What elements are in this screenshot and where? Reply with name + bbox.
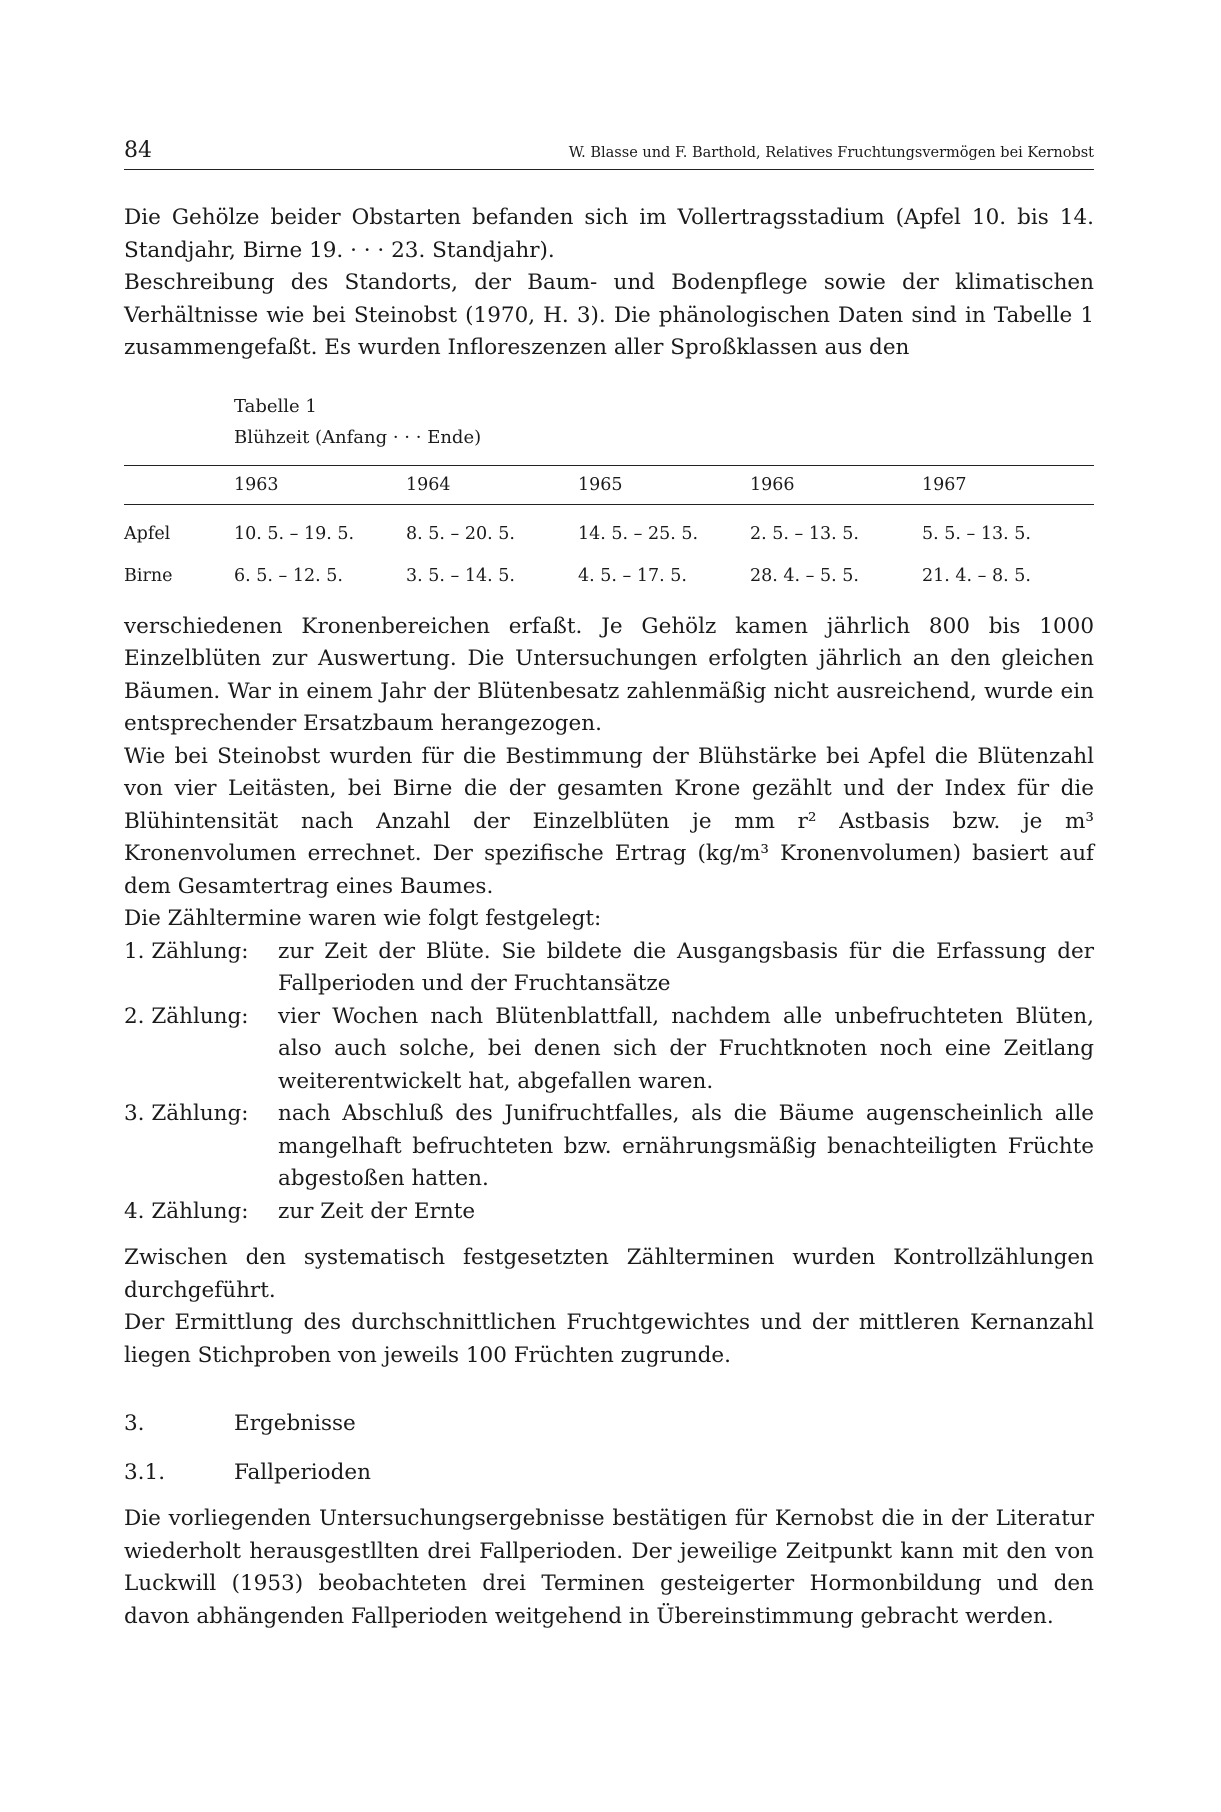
list-item-label: 4. Zählung:: [124, 1198, 249, 1224]
paragraph: Die vorliegenden Untersuchungsergebnisse bestätigen für Kernobst die in der Literatur wiederholt herausgestllten drei Fallperioden. Der jeweilige Zeitpunkt kann mit den von Luckwill (1953) beobachteten drei Terminen gesteigerter Hormonbildung und den davon abhängenden Fallperioden weitgehend in Übereinstimmung gebracht werden.: [124, 1506, 1094, 1629]
row-label: Birne: [124, 565, 173, 586]
running-title: W. Blasse und F. Barthold, Relatives Fruchtungsvermögen bei Kernobst: [568, 145, 1094, 161]
list-item-text: nach Abschluß des Junifruchtfalles, als die Bäume augenscheinlich alle mangelhaft befruchteten bzw. ernährungsmäßig benachteiligten Früchte abgestoßen hatten.: [278, 1101, 1094, 1191]
count-list: [124, 936, 1094, 1229]
column-header: 1964: [406, 474, 451, 495]
list-item-label: 1. Zählung:: [124, 938, 249, 964]
paragraph: Der Ermittlung des durchschnittlichen Fruchtgewichtes und der mittleren Kernanzahl liegen Stichproben von jeweils 100 Früchten zugrunde.: [124, 1310, 1094, 1368]
paragraph: Beschreibung des Standorts, der Baum- und Bodenpflege sowie der klimatischen Verhältnisse wie bei Steinobst (1970, H. 3). Die phänologischen Daten sind in Tabelle 1 zusammengefaßt. Es wurden Infloreszenzen aller Sproßklassen aus den: [124, 270, 1094, 360]
table-caption: [234, 391, 1094, 453]
section-number: 3.: [124, 1411, 145, 1436]
section-heading: [124, 1408, 1094, 1441]
list-item-text: zur Zeit der Blüte. Sie bildete die Ausgangsbasis für die Erfassung der Fallperioden und der Fruchtansätze: [278, 938, 1094, 996]
table-title: Blühzeit (Anfang · · · Ende): [234, 426, 482, 448]
column-header: 1967: [922, 474, 967, 495]
table-cell: 2. 5. – 13. 5.: [750, 523, 859, 544]
table-row: [124, 555, 1094, 597]
paragraph: Wie bei Steinobst wurden für die Bestimmung der Blühstärke bei Apfel die Blütenzahl von vier Leitästen, bei Birne die der gesamten Krone gezählt und der Index für die Blühintensität nach Anzahl der Einzelblüten je mm r² Astbasis bzw. je m³ Kronenvolumen errechnet. Der spezifische Ertrag (kg/m³ Kronenvolumen) basiert auf dem Gesamtertrag eines Baumes.: [124, 743, 1094, 899]
table-cell: 3. 5. – 14. 5.: [406, 565, 515, 586]
table-cell: 14. 5. – 25. 5.: [578, 523, 699, 544]
column-header: 1966: [750, 474, 795, 495]
table-cell: 10. 5. – 19. 5.: [234, 523, 355, 544]
page-header: [124, 138, 1094, 170]
row-label: Apfel: [124, 523, 171, 544]
column-header: 1963: [234, 474, 279, 495]
section-title: Ergebnisse: [234, 1411, 356, 1436]
table-cell: 4. 5. – 17. 5.: [578, 565, 687, 586]
list-item-label: 2. Zählung:: [124, 1003, 249, 1029]
page-number: 84: [124, 138, 152, 163]
table-cell: 5. 5. – 13. 5.: [922, 523, 1031, 544]
table-cell: 21. 4. – 8. 5.: [922, 565, 1031, 586]
table-cell: 8. 5. – 20. 5.: [406, 523, 515, 544]
table-row: [124, 504, 1094, 555]
table-label: Tabelle 1: [234, 395, 317, 417]
list-item-text: zur Zeit der Ernte: [278, 1198, 476, 1224]
paragraph: Zwischen den systematisch festgesetzten Zählterminen wurden Kontrollzählungen durchgeführt.: [124, 1245, 1094, 1303]
table-header-row: [124, 465, 1094, 504]
subsection-number: 3.1.: [124, 1459, 166, 1485]
list-item-label: 3. Zählung:: [124, 1101, 249, 1126]
column-header: 1965: [578, 474, 623, 495]
subsection-title: Fallperioden: [234, 1459, 371, 1485]
page: [124, 138, 1094, 1633]
table-cell: 6. 5. – 12. 5.: [234, 565, 343, 586]
list-item: [124, 1196, 1094, 1229]
subsection-heading: [124, 1457, 1094, 1490]
list-item: [124, 936, 1094, 1001]
table-cell: 28. 4. – 5. 5.: [750, 565, 859, 586]
paragraph: Die Zähltermine waren wie folgt festgelegt:: [124, 906, 602, 931]
list-item: [124, 1098, 1094, 1196]
list-item-text: vier Wochen nach Blütenblattfall, nachdem alle unbefruchteten Blüten, also auch solche, bei denen sich der Fruchtknoten noch eine Zeitlang weiterentwickelt hat, abgefallen waren.: [278, 1003, 1094, 1094]
paragraph: verschiedenen Kronenbereichen erfaßt. Je Gehölz kamen jährlich 800 bis 1000 Einzelblüten zur Auswertung. Die Untersuchungen erfolgten jährlich an den gleichen Bäumen. War in einem Jahr der Blütenbesatz zahlenmäßig nicht ausreichend, wurde ein entsprechender Ersatzbaum herangezogen.: [124, 613, 1094, 736]
bloom-table: [124, 465, 1094, 597]
paragraph: Die Gehölze beider Obstarten befanden sich im Vollertragsstadium (Apfel 10. bis 14. Standjahr, Birne 19. · · · 23. Standjahr).: [124, 205, 1094, 263]
list-item: [124, 1001, 1094, 1099]
